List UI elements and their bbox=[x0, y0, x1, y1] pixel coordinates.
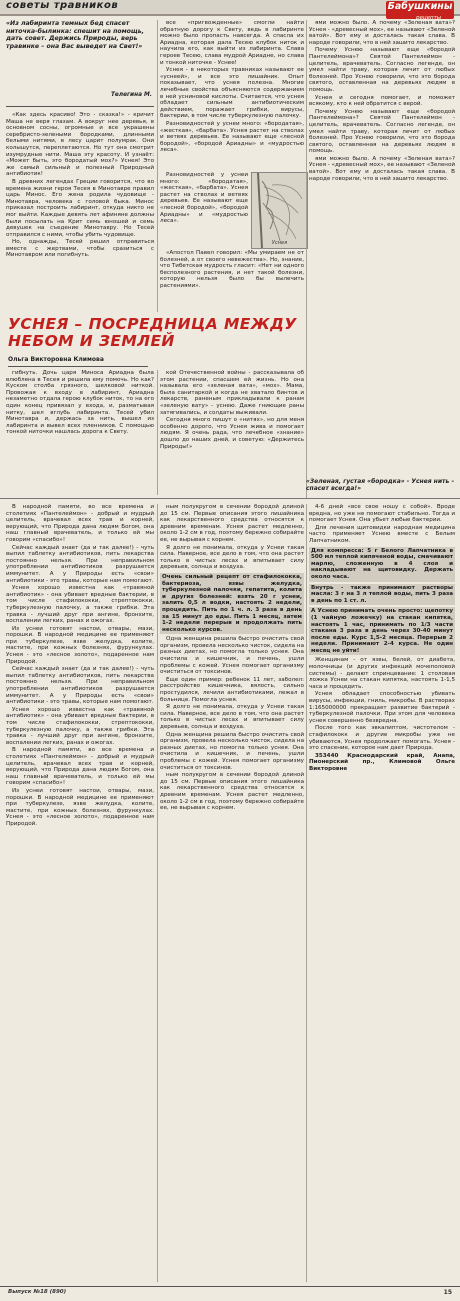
compress-heading: Для компресса: 5 г Белого Лапчатника в 500 мл теплой кипяченой воды, смачивают марлю, сложенную в 4 слоя и накладывают на щитовидку. Держать около часа. bbox=[311, 547, 453, 580]
top-column-2 bbox=[160, 20, 304, 170]
paragraph: Из уснеи готовят настои, отвары, мази, порошки. В народной медицине ее применяют при туберкулезе, язве желудка, колите, мастите, при кожных болезнях, фурункулах. Уснея - это «лесное золото», подаренное нам Природой. bbox=[6, 625, 154, 665]
recipe-highlight: Очень сильный рецепт от стафилококка, бактериоза, язвы желудка, туберкулезной палочки, гепатита, колита и других болезней: взять 20 г уснеи, залить 0,5 л водки, настоять 2 недели, процедить. Пить по 1 ч. л. 3 раза в день за 15 минут до еды. Пить 1 месяц, затем 1-2 недели перерыв и продолжать пить несколько курсов. bbox=[162, 573, 302, 633]
photo-caption: Уснея bbox=[271, 240, 288, 246]
paragraph: ным полукругом в сечении бородой длиной до 15 см. Первые описания этого лишайника как лекарственного средства относятся к древним временам. Уснея растет медленно, около 1-2 см в год, поэтому бережно собирайте ее, не вырывая с корнем. bbox=[160, 772, 304, 812]
column-divider bbox=[157, 504, 158, 1282]
paragraph: «Апостол Павел говорил: «Мы умираем не от болезней, а от своего невежества». Но, знание, что Тибетская мудрость гласит: «Нет ни одного бесполезного растения, и нет такой болезни, которую нельзя было бы вылечить растениями». bbox=[160, 250, 304, 289]
paragraph: Уснея хорошо известна как «травяной антибиотик» - она убивает вредные бактерии, в том числе стафилококки, стрептококки, туберкулезную палочку, а также грибки. Эта травка - лучший друг при ангине, бронхите, воспалении легких, ранах и ожогах. bbox=[6, 585, 154, 625]
top-column-2-bottom bbox=[160, 250, 304, 312]
paragraph: гибнуть. Дочь царя Миноса Ариадна была влюблена в Тесея и решила ему помочь. Но как? Куском столба грязного, шелковой ниткой. Провожая к входу в лабиринт, Ариадна незаметно отдала герою клубок ниток, то на его один конец привязал у входа, и, разматывая нитку, шел вглубь лабиринта. Тесей убил Минотавра и, держась за нить, вышел из лабиринта и вывел всех пленников. С помощью тонкой ниточки нашлась дорога к Свету. bbox=[6, 370, 154, 436]
paragraph: После того как эвкалиптом, чистотелом - стафилококк и другие микробы уже не убиваются, Уснея продолжает помогать. Уснея - это спасение, которое нам дает Природа. bbox=[309, 725, 455, 752]
column-divider bbox=[157, 20, 158, 312]
paragraph: ями можно было. А почему «Зеленая вата»? Уснея - «древесный мох», ее называют «Зеленой ватой». Вот ему и досталась такая слава. В народе говорили, что в ней зашито лекарство. bbox=[309, 155, 455, 182]
paragraph: Для лечения щитовидки народная медицина часто применяет Уснею вместе с Белым Лапчатником. bbox=[309, 524, 455, 544]
paragraph: Одна женщина решила быстро очистить свой организм, провела несколько чисток, сидела на разных диетах, но помогла только уснея. Она очистила и кишечник, и печень, ушли проблемы с кожей. Уснея помогает организму очиститься от токсинов. bbox=[160, 636, 304, 676]
paragraph: Сегодня много пишут о «нитях», но для меня особенно дорого, что Уснея жива и помогает людям. Я очень рада, что лечебное «знание» дошло до наших дней, и советую: «Держитесь Природы!» bbox=[160, 417, 304, 450]
paragraph: Я долго не понимала, откуда у Уснеи такая сила. Наверное, все дело в том, что она растет только в чистых лесах и впитывает силу деревьев, солнца и воздуха. bbox=[160, 544, 304, 571]
lower-column-3 bbox=[309, 504, 455, 1282]
byline-rule bbox=[8, 366, 148, 367]
caption-quote: «Зеленая, густая «бородка» - Уснея нить – спасет всегда!» bbox=[306, 478, 455, 493]
paragraph: Разновидностей у уснеи много: «бородатая», «жесткая», «барбата». Уснея растет на стволах и ветвях деревьев. Ее называют еще «лесной бородой», «бородой Ариадны» и «мудростью леса». bbox=[160, 172, 248, 225]
mid-column-1 bbox=[6, 370, 154, 495]
article-headline: УСНЕЯ – ПОСРЕДНИЦА МЕЖДУ НЕБОМ И ЗЕМЛЕЙ bbox=[8, 315, 297, 350]
rubric-title: советы травников bbox=[6, 0, 119, 11]
magazine-logo bbox=[386, 1, 454, 19]
paragraph: Почему Уснею называют еще «бородой Пантелеймона»? Святой Пантелеймон - целитель, врачеватель. Согласно легенде, он умел найти траву, которая лечит от любых болезней. Про Уснею говорили, что это борода святого, оставленная на деревьях людям в помощь. bbox=[309, 108, 455, 155]
top-column-1 bbox=[6, 112, 154, 312]
top-column-3 bbox=[309, 20, 455, 475]
paragraph: Уснея хорошо известна как «травяной антибиотик» - она убивает вредные бактерии, в том числе стафилококки, стрептококки, туберкулезную палочку, а также грибки. Эта травка - лучший друг при ангине, бронхите, воспалении легких, ранах и ожогах. bbox=[6, 706, 154, 746]
paragraph: Разновидностей у уснеи много: «бородатая», «жесткая», «барбата». Уснея растет на стволах и ветвях деревьев. Ее называют еще «лесной бородой», «бородой Ариадны» и «мудростью леса». bbox=[160, 120, 304, 154]
paragraph: Женщинам - от язвы, белей, от диабета, молочницы (и других инфекций мочеполовой системы) - делают спринцевание: 1 столовая ложка Уснеи на стакан кипятка, настоять 1-1,5 часа и процедить. bbox=[309, 657, 455, 690]
page-number: 15 bbox=[443, 1289, 452, 1296]
paragraph: В народной памяти, во все времена и столетиях «Пантелеймон» - добрый и мудрый целитель, врачевал всех трав и корней, верующий, что Природа дана людям Богом, она наш главный врачеватель, и только ей мы говорим «спасибо»! bbox=[6, 504, 154, 543]
epigraph bbox=[6, 20, 154, 104]
logo-text: Бабушкины bbox=[387, 1, 453, 12]
usnea-photo bbox=[251, 172, 308, 249]
paragraph: все «пригвожденные» смогли найти обратную дорогу к Свету, ведь в лабиринте можно было пропасть навсегда. А спасла их Ариадна, которая дала Тесею клубок ниток и научила его, как выйти из лабиринта. Слава героев Тесею, слава мудрой Ариадне, но слава и тонкой ниточке - Уснее! bbox=[160, 20, 304, 66]
paragraph: 4-6 дней «все свое ношу с собой». Вроде вредна, но уже не помогают стабильно. Тогда и помогает Уснея. Она убьет любые бактерии. bbox=[309, 504, 455, 524]
epigraph-text: «Из лабиринта темных бед спасет ниточка-былинка: спешит на помощь, дать совет. Держись Природы, верь травинке – она Вас выведет на Свет!» bbox=[6, 20, 145, 50]
lower-column-1 bbox=[6, 504, 154, 1282]
footer-rule bbox=[0, 1286, 460, 1287]
usnea-illustration bbox=[252, 173, 307, 248]
paragraph: Одна женщина решила быстро очистить свой организм, провела несколько чисток, сидела на разных диетах, но помогла только уснея. Она очистила и кишечник, и печень, ушли проблемы с кожей. Уснея помогает организму очиститься от токсинов. bbox=[160, 731, 304, 771]
paragraph: Из уснеи готовят настои, отвары, мази, порошки. В народной медицине ее применяют при туберкулезе, язве желудка, колите, мастите, при кожных болезнях, фурункулах. Уснея - это «лесное золото», подаренное нам Природой. bbox=[6, 787, 154, 827]
usnea-dosage-highlight: А Уснею принимать очень просто: щепотку (1 чайную ложечку) на стакан кипятка, настоять 1 час, принимать по 1/3 части стакана 3 раза в день через 30-40 минут после еды. Курс 1,5-2 месяца. Перерыв 2 недели. Принимают 2-4 курса. Не один месяц не уйти! bbox=[311, 608, 453, 654]
lower-column-2 bbox=[160, 504, 304, 1282]
column-divider bbox=[306, 504, 307, 1282]
issue-number: Выпуск №18 (890) bbox=[8, 1289, 67, 1295]
paragraph: В древних легендах Греции говорится, что во времена жизни героя Тесея в Минотавре правил царь Минос. Его жена родила чудовище - Минотавра, человека с головой быка. Минос приказал построить лабиринт, откуда никто не мог выйти. Каждые девять лет афиняне должны были посылать на Крит семь юношей и семь девушек на съедение Минотавру. Но Тесей отправился с ними, чтобы убить чудовище. bbox=[6, 178, 154, 238]
paragraph: Сейчас каждый знает (да и так далее!) - чуть выпил таблетку антибиотиков, пить лекарства постоянно нельзя. При неправильном употреблении антибиотиков разрушается иммунитет. А у Природы есть «свои» антибиотики - это травы, которые нам помогают. bbox=[6, 666, 154, 706]
epigraph-author: Телегина М. bbox=[110, 92, 152, 99]
top-column-2-wrap bbox=[160, 172, 248, 248]
paragraph: Еще один пример: ребенок 11 лет, заболел: расстройство кишечника, вялость, сильно простудился, лечили антибиотиками, лежал в больнице. Помогла уснея. bbox=[160, 676, 304, 703]
paragraph: Уснея - в некоторых травниках называют ее «уснеей», и все это лишайник. Опыт показывает, что уснея полезна. Многие лечебные свойства объясняются содержанием в ней усниновой кислоты. Считается, что уснея обладает сильным антибиотическим действием, поражает грибки, вирусы, бактерии, в том числе туберкулезную палочку. bbox=[160, 67, 304, 120]
paragraph: ями можно было. А почему «Зеленая вата»? Уснея - «древесный мох», ее называют «Зеленой ватой». Вот ему и досталась такая слава. В народе говорили, что в ней зашито лекарство. bbox=[309, 20, 455, 46]
column-divider bbox=[306, 20, 307, 498]
author-byline: Ольга Викторовна Климова bbox=[8, 356, 104, 363]
oil-heading: Внутрь - также принимают растворы масла: 3 г на 3 л теплой воды, пить 3 раза в день по 1 ст. л. bbox=[311, 584, 453, 604]
section-rule bbox=[0, 498, 460, 499]
paragraph: В народной памяти, во все времена и столетиях «Пантелеймон» - добрый и мудрый целитель, врачевал всех трав и корней, верующий, что Природа дана людям Богом, она наш главный врачеватель, и только ей мы говорим «спасибо»! bbox=[6, 747, 154, 787]
paragraph: Я долго не понимала, откуда у Уснеи такая сила. Наверное, все дело в том, что она растет только в чистых лесах и впитывает силу деревьев, солнца и воздуха. bbox=[160, 704, 304, 730]
paragraph: Но, однажды, Тесей решил отправиться вместе с жертвами, чтобы сразиться с Минотавром или погибнуть. bbox=[6, 239, 154, 259]
paragraph: Почему Уснею называют еще «бородой Пантелеймона»? Святой Пантелеймон - целитель, врачеватель. Согласно легенде, он умел найти траву, которая лечит от любых болезней. Про Уснею говорили, что это борода святого, оставленная на деревьях людям в помощь. bbox=[309, 47, 455, 93]
paragraph: «Как здесь красиво! Это - сказка!» - кричит Маша не веря глазам. А вокруг нее деревья, в основном сосны, огромные и все украшены серебристо-зелеными бородками, длинными белыми нитями, в лесу царит полумрак. Они колышутся, переплетаются. Но тут она смотрит изумрудные нити. Маша эту красоту. И узнаёт: «Может быть, это бородатый мох?» Уснея! Это же самый сильный и полезный Природный антибиотик! bbox=[6, 112, 154, 178]
logo-subtitle: рецепты bbox=[416, 15, 442, 21]
epigraph-rule bbox=[6, 106, 154, 107]
column-divider bbox=[157, 370, 158, 495]
paragraph: Уснея и сегодня помогает, и поможет всякому, кто к ней обратится с верой. bbox=[309, 94, 455, 108]
paragraph: ным полукругом в сечении бородой длиной до 15 см. Первые описания этого лишайника как лекарственного средства относятся к древним временам. Уснея растет медленно, около 1-2 см в год, поэтому бережно собирайте ее, не вырывая с корнем. bbox=[160, 504, 304, 543]
paragraph: Уснея обладает способностью убивать вирусы, инфекции, гниль, микробы. В растворах 1:165000000 прекращает развитие бактерий - туберкулезной палочки. При этом для человека уснея совершенно безвредна. bbox=[309, 691, 455, 724]
mid-column-2 bbox=[160, 370, 304, 495]
paragraph: кой Отечественной войны - рассказывала об этом растении, спасшем ей жизнь. Но она называла его «зеленая вата», «мох». Мама, была санитаркой и когда не хватало бинтов и лекарств, раненым прикладывали к ранам «зеленую вату» - уснею. Даже гниющие раны затягивались, и солдаты выживали. bbox=[160, 370, 304, 416]
author-address: 353440 Краснодарский край, Анапа, Пионерский пр., Климовой Ольге Викторовне bbox=[309, 752, 455, 772]
paragraph: Сейчас каждый знает (да и так далее!) - чуть выпил таблетку антибиотиков, пить лекарства постоянно нельзя. При неправильном употреблении антибиотиков разрушается иммунитет. А у Природы есть «свои» антибиотики - это травы, которые нам помогают. bbox=[6, 544, 154, 584]
